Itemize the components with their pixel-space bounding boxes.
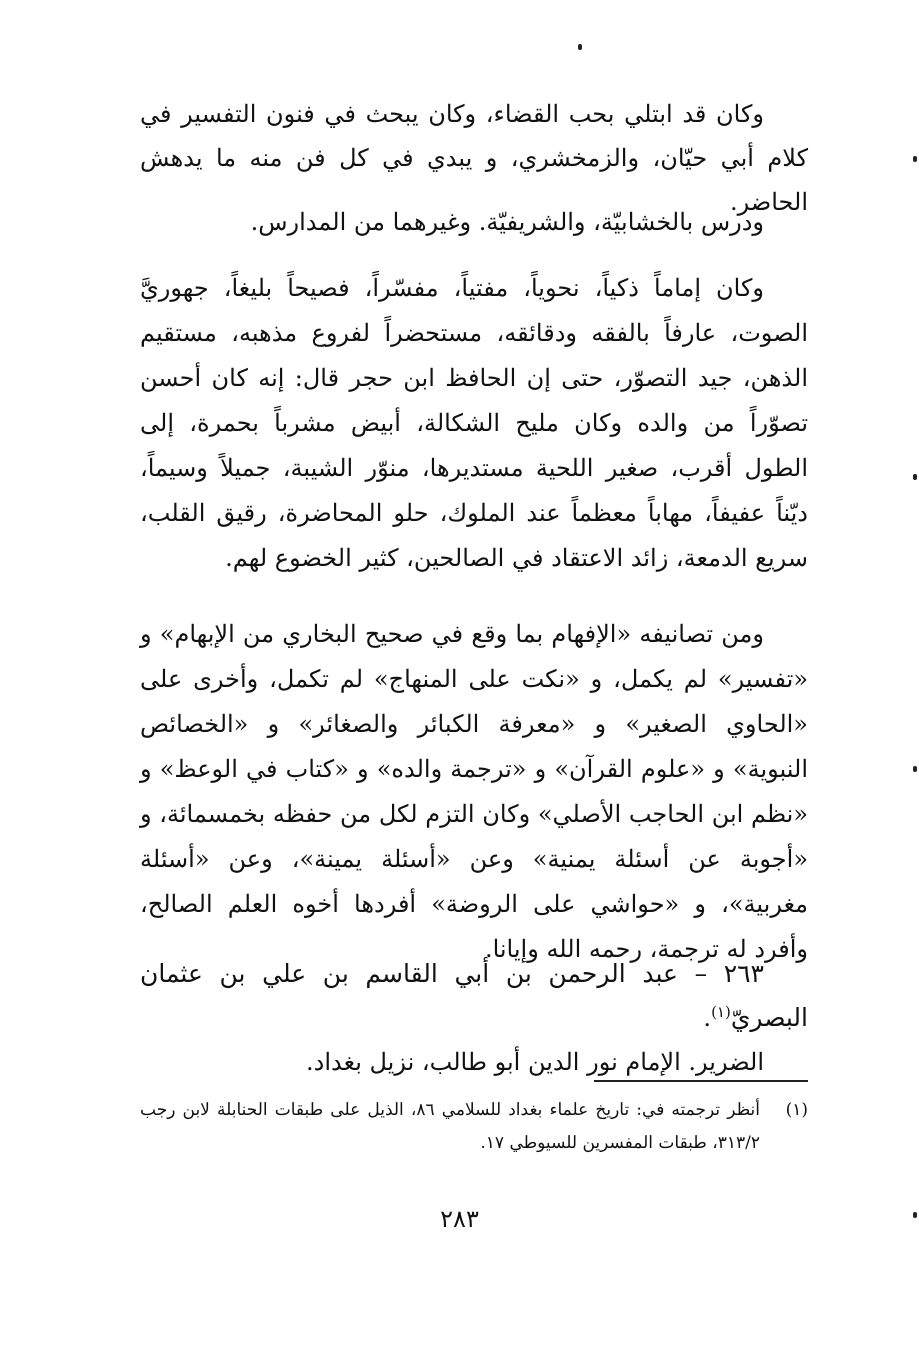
entry-title: ٢٦٣ – عبد الرحمن بن أبي القاسم بن علي بن عثمان البصريّ (140, 959, 808, 1032)
print-speck (913, 156, 917, 162)
paragraph-judiciary: وكان قد ابتلي بحب القضاء، وكان يبحث في فنون التفسير في كلام أبي حيّان، والزمخشري، و يبدي في كل فن منه ما يدهش الحاضر. (140, 100, 809, 216)
footnote (140, 1094, 808, 1160)
footnote-reference: (١) (711, 1003, 731, 1021)
footnote-number: (١) (785, 1100, 808, 1120)
print-speck (578, 44, 582, 50)
paragraph-teaching: ودرس بالخشابيّة، والشريفيّة. وغيرهما من المدارس. (250, 208, 764, 236)
page-number: ٢٨٣ (440, 1205, 479, 1233)
entry-subtitle: الضرير. الإمام نور الدين أبو طالب، نزيل بغداد. (306, 1048, 764, 1076)
entry-heading-end: . (703, 1004, 712, 1032)
paragraph-works: ومن تصانيفه «الإفهام بما وقع في صحيح البخاري من الإبهام» و «تفسير» لم يكمل، و «نكت على المنهاج» لم تكمل، وأخرى على «الحاوي الصغير» و «معرفة الكبائر والصغائر» و «الخصائص النبوية» و «علوم القرآن» و «ترجمة والده» و «كتاب في الوعظ» و «نظم ابن الحاجب الأصلي» وكان التزم لكل من حفظه بخمسمائة، و «أجوبة عن أسئلة يمنية» وعن «أسئلة يمينة»، وعن «أسئلة مغربية»، و «حواشي على الروضة» أفردها أخوه العلم الصالح، وأفرد له ترجمة، رحمه الله وإيانا. (140, 620, 808, 963)
biography-entry (140, 952, 808, 1084)
paragraph-description: وكان إماماً ذكياً، نحوياً، مفتياً، مفسّراً، فصيحاً بليغاً، جهوريَّ الصوت، عارفاً بالفقه ودقائقه، مستحضراً لفروع مذهبه، مستقيم الذهن، جيد التصوّر، حتى إن الحافظ ابن حجر قال: إنه كان أحسن تصوّراً من والده وكان مليح الشكالة، أبيض مشرباً بحمرة، إلى الطول أقرب، صغير اللحية مستديرها، منوّر الشيبة، جميلاً وسيماً، ديّناً عفيفاً، مهاباً معظماً عند الملوك، حلو المحاضرة، رقيق القلب، سريع الدمعة، زائد الاعتقاد في الصالحين، كثير الخضوع لهم. (140, 274, 808, 572)
footnote-text: أنظر ترجمته في: تاريخ علماء بغداد للسلامي ٨٦، الذيل على طبقات الحنابلة لابن رجب ٣١٣/٢، طبقات المفسرين للسيوطي ١٧. (140, 1100, 760, 1153)
entry-heading (140, 952, 808, 1040)
print-speck (913, 474, 917, 480)
footnote-divider (594, 1080, 808, 1082)
print-speck (913, 766, 917, 772)
